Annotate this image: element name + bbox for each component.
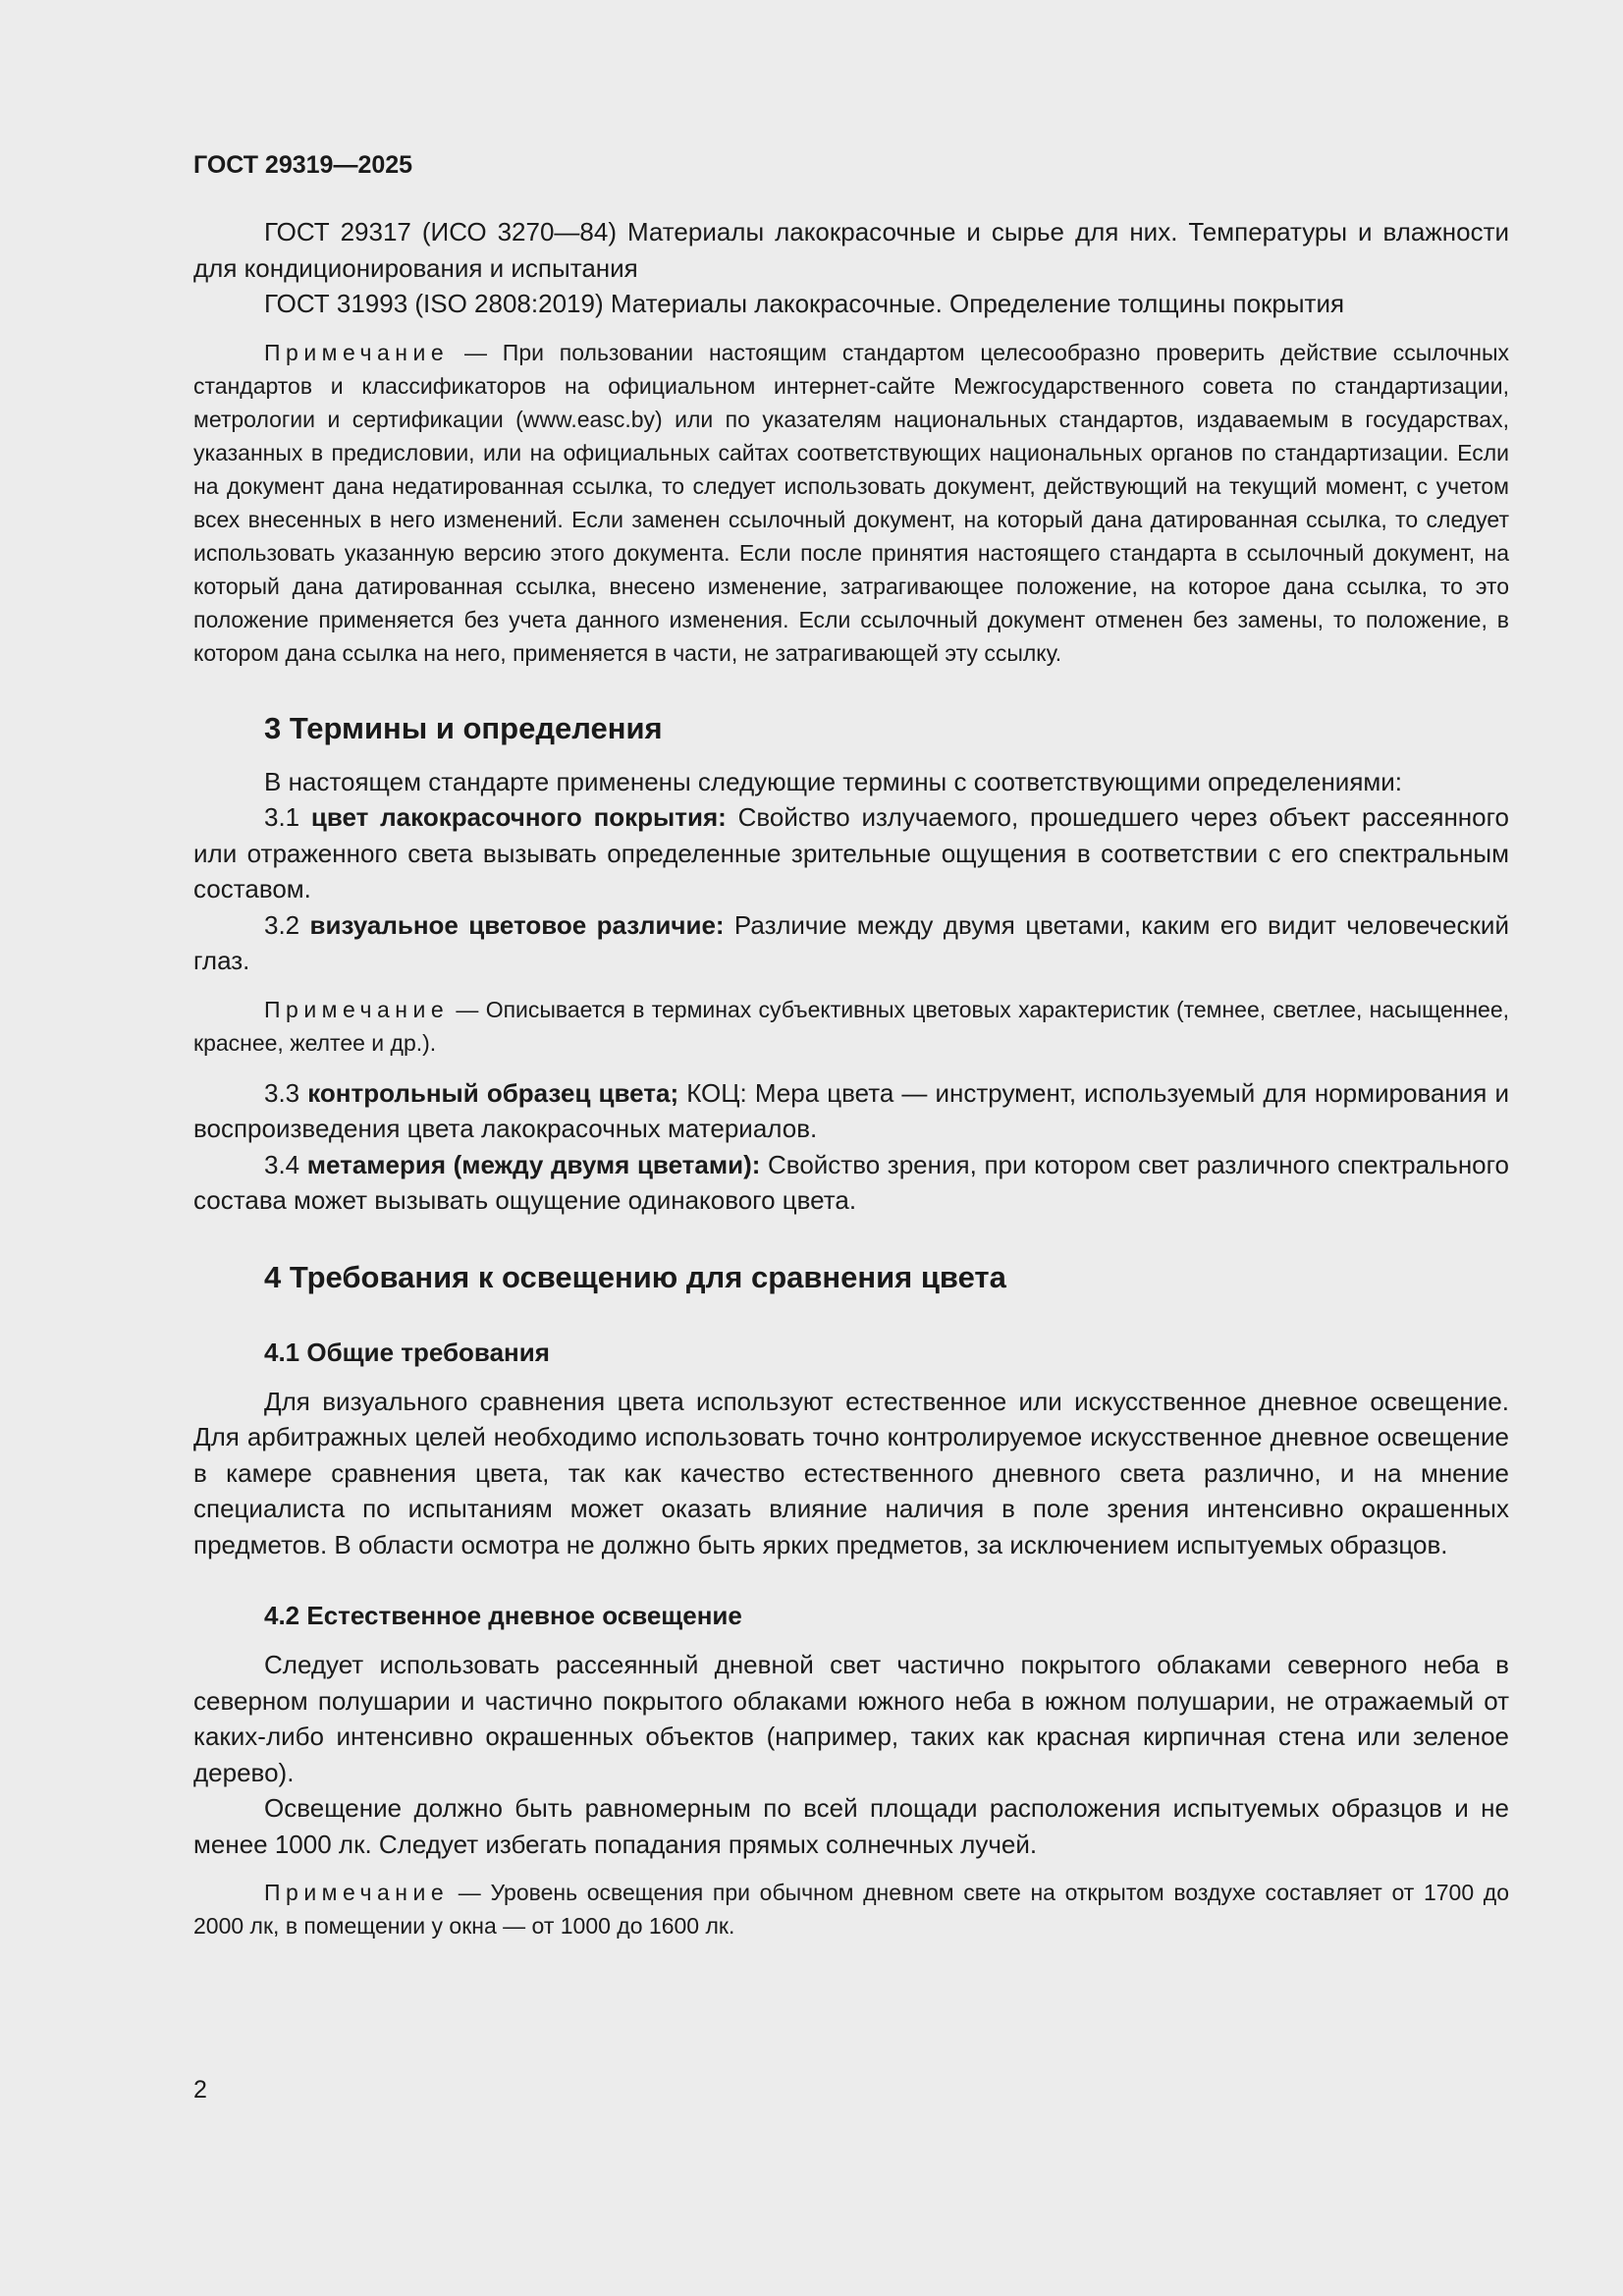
subsection-4-2-heading: 4.2 Естественное дневное освещение <box>264 1601 742 1630</box>
note-illumination <box>193 1876 1509 1942</box>
term-definition: КОЦ: Мера цвета — инструмент, используемый для нормирования и воспроизведения цвета лакокрасочных материалов. <box>193 1077 1509 1143</box>
term-name: метамерия (между двумя цветами): <box>306 1149 761 1179</box>
page-number: 2 <box>193 2076 207 2104</box>
term-number: 3.2 <box>264 909 310 940</box>
reference-item: ГОСТ 31993 (ISO 2808:2019) Материалы лакокрасочные. Определение толщины покрытия <box>264 289 1345 318</box>
term-name: цвет лакокрасочного покрытия: <box>310 802 727 832</box>
subsection-4-2-text: Освещение должно быть равномерным по всей площади расположения испытуемых образцов и не менее 1000 лк. Следует избегать попадания прямых солнечных лучей. <box>193 1793 1509 1859</box>
note-label: Примечание <box>264 339 450 365</box>
term-name: контрольный образец цвета; <box>307 1077 679 1108</box>
term-definition: Различие между двумя цветами, каким его видит человеческий глаз. <box>193 909 1509 975</box>
term-3-3 <box>193 1075 1509 1147</box>
term-3-4 <box>193 1147 1509 1219</box>
section-3-intro: В настоящем стандарте применены следующие термины с соответствующими определениями: <box>264 766 1403 796</box>
note-label: Примечание <box>264 1880 450 1905</box>
note-text: — При пользовании настоящим стандартом целесообразно проверить действие ссылочных стандартов и классификаторов на официальном интернет-сайте Межгосударственного совета по стандартизации, метрологии и сертификации (www.easc.by) или по указателям национальных стандартов, издаваемым в государствах, указанных в предисловии, или на официальных сайтах соответствующих национальных органов по стандартизации. Если на документ дана недатированная ссылка, то следует использовать документ, действующий на текущий момент, с учетом всех внесенных в него изменений. Если заменен ссылочный документ, на который дана датированная ссылка, то следует использовать указанную версию этого документа. Если после принятия настоящего стандарта в ссылочный документ, на который дана датированная ссылка, внесено изменение, затрагивающее положение, на которое дана ссылка, то это положение применяется без учета данного изменения. Если ссылочный документ отменен без замены, то положение, в котором дана ссылка на него, применяется в части, не затрагивающей эту ссылку. <box>193 339 1509 666</box>
term-number: 3.4 <box>264 1149 307 1179</box>
term-3-1 <box>193 799 1509 907</box>
document-header: ГОСТ 29319—2025 <box>193 151 413 179</box>
term-definition: Свойство зрения, при котором свет различного спектрального состава может вызывать ощущение одинакового цвета. <box>193 1149 1510 1215</box>
note-label: Примечание <box>264 996 450 1022</box>
note-term-3-2 <box>193 993 1509 1060</box>
subsection-4-2-text: Следует использовать рассеянный дневной свет частично покрытого облаками северного неба в северном полушарии и частично покрытого облаками южного неба в южном полушарии, не отражаемый от каких-либо интенсивно окрашенных объектов (например, таких как красная кирпичная стена или зеленое дерево). <box>193 1650 1509 1787</box>
section-4-heading: 4 Требования к освещению для сравнения цвета <box>264 1259 1006 1294</box>
reference-item: ГОСТ 29317 (ИСО 3270—84) Материалы лакокрасочные и сырье для них. Температуры и влажности для кондиционирования и испытания <box>193 217 1509 283</box>
term-3-2 <box>193 907 1509 979</box>
page-content <box>193 145 1509 1958</box>
term-definition: Свойство излучаемого, прошедшего через объект рассеянного или отраженного света вызывать определенные зрительные ощущения в соответствии с его спектральным составом. <box>193 802 1509 903</box>
note-text: — Уровень освещения при обычном дневном свете на открытом воздухе составляет от 1700 до 2000 лк, в помещении у окна — от 1000 до 1600 лк. <box>193 1880 1509 1939</box>
note-references <box>193 336 1509 670</box>
term-name: визуальное цветовое различие: <box>309 909 725 940</box>
subsection-4-1-text: Для визуального сравнения цвета используют естественное или искусственное дневное освещение. Для арбитражных целей необходимо использовать точно контролируемое искусственное дневное освещение в камере сравнения цвета, так как качество естественного дневного света различно, и на мнение специалиста по испытаниям может оказать влияние наличия в поле зрения интенсивно окрашенных предметов. В области осмотра не должно быть ярких предметов, за исключением испытуемых образцов. <box>193 1386 1509 1559</box>
term-number: 3.1 <box>264 802 311 832</box>
subsection-4-1-heading: 4.1 Общие требования <box>264 1337 550 1367</box>
term-number: 3.3 <box>264 1077 308 1108</box>
section-3-heading: 3 Термины и определения <box>264 710 663 745</box>
note-text: — Описывается в терминах субъективных цветовых характеристик (темнее, светлее, насыщеннее, краснее, желтее и др.). <box>193 996 1509 1056</box>
